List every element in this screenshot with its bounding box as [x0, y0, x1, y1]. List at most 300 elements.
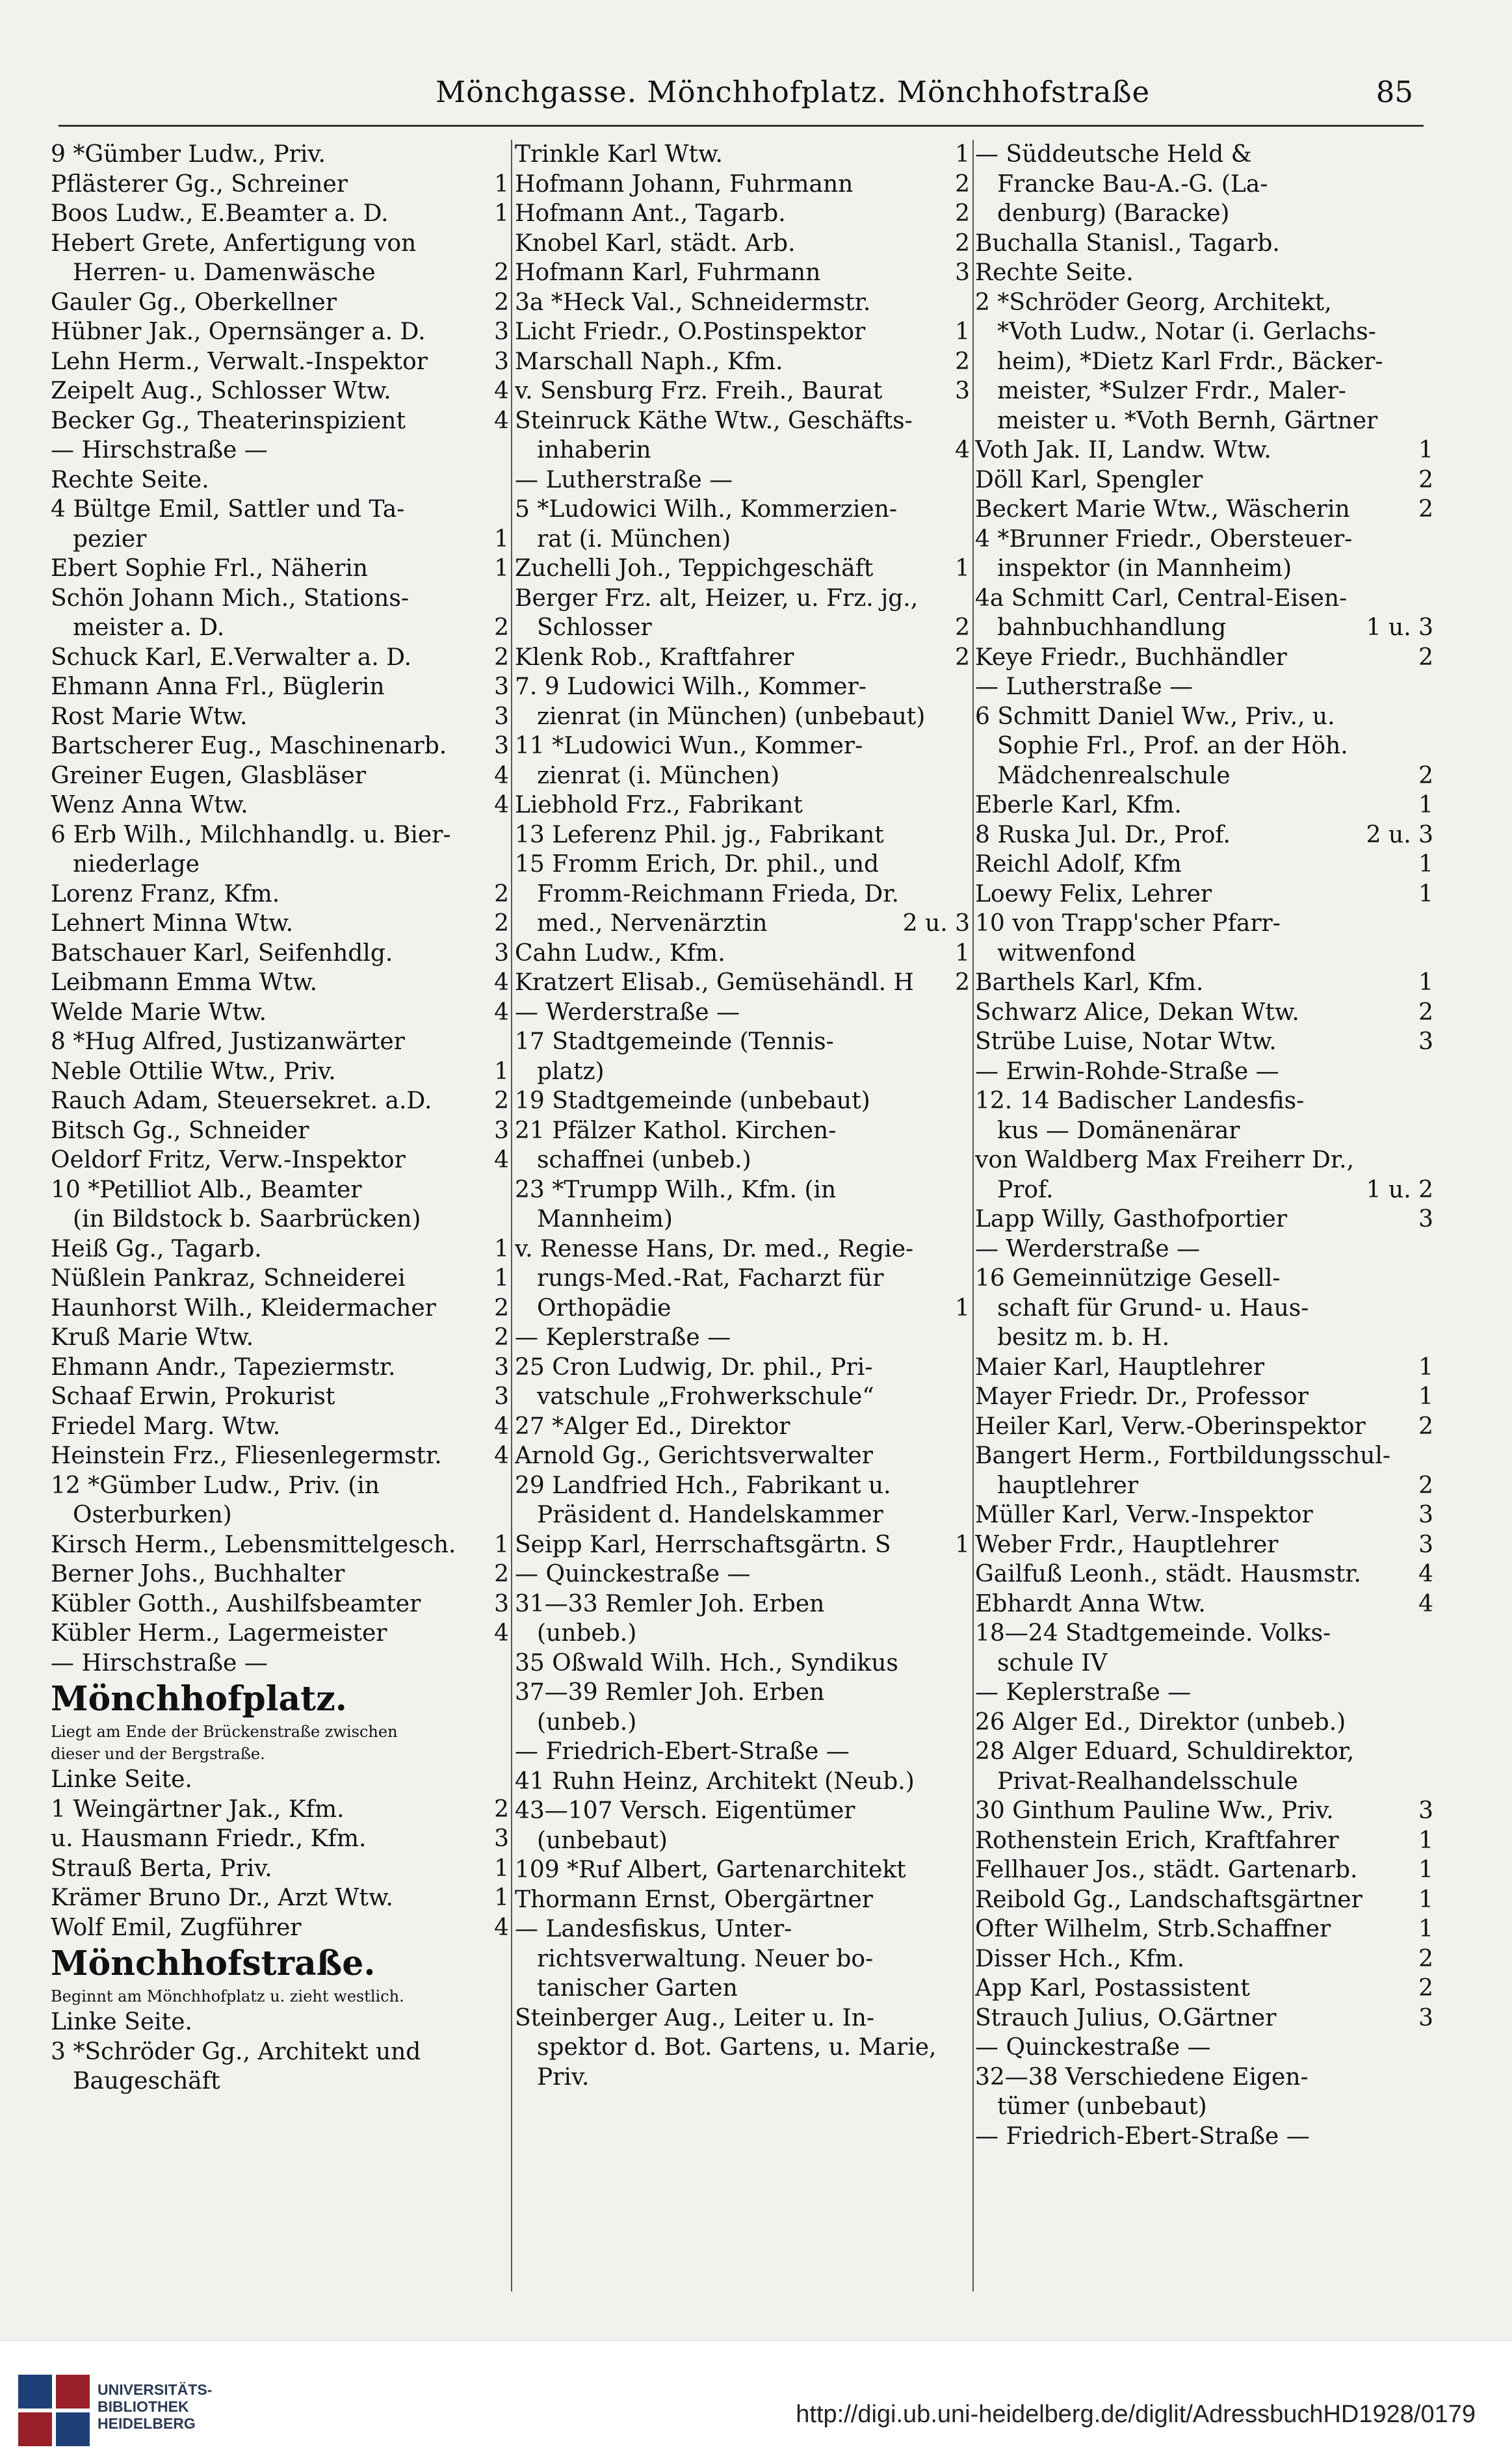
entry-text: — Keplerstraße —: [515, 1324, 731, 1351]
directory-entry: [975, 1560, 1433, 1589]
entry-text: (unbeb.): [537, 1620, 637, 1647]
entry-text: 26 Alger Ed., Direktor (unbeb.): [975, 1708, 1346, 1736]
entry-text: Kübler Gotth., Aushilfsbeamter: [51, 1590, 421, 1617]
entry-text: 3 *Schröder Gg., Architekt und: [51, 2038, 421, 2065]
directory-entry: [975, 554, 1433, 584]
floor-number: 2: [1418, 1945, 1433, 1972]
page-number: 85: [1375, 75, 1413, 109]
directory-entry: [975, 1145, 1433, 1175]
street-divider: [975, 1234, 1433, 1264]
floor-number: 1: [955, 319, 970, 345]
directory-entry: [51, 1057, 509, 1087]
entry-text: Gailfuß Leonh., städt. Hausmstr.: [975, 1561, 1361, 1587]
floor-number: 1: [494, 1235, 509, 1262]
entry-text: 30 Ginthum Pauline Ww., Priv.: [975, 1797, 1334, 1824]
entry-text: Hofmann Karl, Fuhrmann: [515, 259, 821, 286]
directory-entry: [515, 1175, 970, 1205]
directory-entry: [975, 2004, 1433, 2033]
entry-text: 4 *Brunner Friedr., Obersteuer-: [975, 525, 1353, 553]
entry-text: Cahn Ludw., Kfm.: [515, 939, 725, 967]
entry-text: Liegt am Ende der Brückenstraße zwischen: [51, 1723, 398, 1741]
entry-text: 21 Pfälzer Kathol. Kirchen-: [515, 1117, 837, 1144]
entry-text: 31—33 Remler Joh. Erben: [515, 1590, 825, 1617]
floor-number: 3: [1418, 2004, 1433, 2031]
entry-text: Becker Gg., Theaterinspizient: [51, 407, 406, 434]
directory-entry: [51, 1086, 509, 1116]
directory-entry: [515, 1264, 970, 1294]
entry-text: 16 Gemeinnützige Gesell-: [975, 1265, 1281, 1292]
floor-number: 3: [494, 703, 509, 730]
directory-entry: [975, 1382, 1433, 1412]
entry-text: 10 *Petilliot Alb., Beamter: [51, 1176, 362, 1203]
directory-entry: [51, 1294, 509, 1324]
directory-entry: [975, 1974, 1433, 2004]
entry-text: — Quinckestraße —: [515, 1561, 751, 1587]
entry-text: 1 Weingärtner Jak., Kfm.: [51, 1795, 345, 1823]
entry-text: Priv.: [537, 2063, 590, 2091]
floor-number: 3: [494, 1353, 509, 1381]
directory-entry: [515, 1678, 970, 1708]
entry-text: Zuchelli Joh., Teppichgeschäft: [515, 555, 874, 582]
directory-entry: [51, 376, 509, 406]
directory-entry: [975, 1500, 1433, 1530]
floor-number: 1: [494, 1265, 509, 1292]
directory-entry: [975, 702, 1433, 732]
entry-text: 8 *Hug Alfred, Justizanwärter: [51, 1028, 405, 1055]
entry-text: 109 *Ruf Albert, Gartenarchitekt: [515, 1857, 906, 1883]
entry-text: Prof.: [997, 1176, 1054, 1203]
entry-text: 35 Oßwald Wilh. Hch., Syndikus: [515, 1649, 898, 1677]
street-divider: [51, 1765, 509, 1795]
entry-text: Krämer Bruno Dr., Arzt Wtw.: [51, 1885, 393, 1911]
directory-entry: [975, 229, 1433, 259]
floor-number: 2: [494, 644, 509, 671]
directory-entry: [515, 554, 970, 584]
floor-number: 4: [1418, 1590, 1433, 1617]
entry-text: — Werderstraße —: [975, 1235, 1200, 1262]
entry-text: Linke Seite.: [51, 1766, 192, 1793]
entry-text: 12. 14 Badischer Landesfis-: [975, 1088, 1305, 1114]
entry-text: 6 Erb Wilh., Milchhandlg. u. Bier-: [51, 821, 451, 848]
directory-entry: [515, 820, 970, 850]
directory-entry: [975, 1944, 1433, 1974]
entry-text: Gauler Gg., Oberkellner: [51, 289, 337, 316]
directory-entry: [515, 672, 970, 702]
floor-number: 2: [1418, 1975, 1433, 2002]
section-heading: [51, 1942, 509, 1985]
directory-entry: [975, 1264, 1433, 1294]
floor-number: 2: [1418, 762, 1433, 789]
entry-text: — Hirschstraße —: [51, 437, 268, 463]
entry-text: heim), *Dietz Karl Frdr., Bäcker-: [997, 348, 1383, 375]
directory-entry: [51, 1116, 509, 1146]
entry-text: Rauch Adam, Steuersekret. a.D.: [51, 1088, 432, 1114]
directory-entry: [975, 998, 1433, 1028]
directory-entry: [515, 1767, 970, 1797]
directory-entry: [515, 1944, 970, 1974]
directory-entry: [51, 1145, 509, 1175]
entry-text: Bangert Herm., Fortbildungsschul-: [975, 1442, 1390, 1469]
directory-entry: [975, 1294, 1433, 1324]
directory-entry: [975, 1086, 1433, 1116]
entry-text: rungs-Med.-Rat, Facharzt für: [537, 1265, 884, 1292]
entry-text: Arnold Gg., Gerichtsverwalter: [515, 1442, 873, 1469]
directory-entry: [975, 1855, 1433, 1885]
directory-entry: [515, 140, 970, 170]
floor-number: 1: [955, 1531, 970, 1558]
entry-text: von Waldberg Max Freiherr Dr.,: [975, 1147, 1355, 1173]
directory-entry: [515, 1145, 970, 1175]
entry-text: pezier: [73, 525, 147, 553]
entry-text: Kruß Marie Wtw.: [51, 1324, 254, 1351]
entry-text: Steinberger Aug., Leiter u. In-: [515, 2004, 875, 2031]
street-divider: [515, 1737, 970, 1767]
floor-number: 3: [1418, 1797, 1433, 1824]
entry-text: Licht Friedr., O.Postinspektor: [515, 319, 866, 345]
floor-number: 1: [494, 1531, 509, 1558]
directory-entry: [975, 2092, 1433, 2122]
floor-number: 2: [1418, 466, 1433, 493]
floor-number: 2: [1418, 1413, 1433, 1440]
floor-number: 3: [494, 673, 509, 700]
entry-text: 25 Cron Ludwig, Dr. phil., Pri-: [515, 1353, 873, 1381]
directory-entry: [51, 968, 509, 998]
entry-text: Berger Frz. alt, Heizer, u. Frz. jg.,: [515, 584, 919, 612]
floor-number: 2: [494, 259, 509, 286]
entry-text: Orthopädie: [537, 1294, 671, 1322]
directory-entry: [51, 1913, 509, 1943]
directory-entry: [51, 1589, 509, 1619]
entry-text: Disser Hch., Kfm.: [975, 1945, 1185, 1972]
entry-text: Ebert Sophie Frl., Näherin: [51, 555, 368, 582]
floor-number: 4: [494, 378, 509, 404]
entry-text: 12 *Gümber Ludw., Priv. (in: [51, 1472, 380, 1499]
entry-text: zienrat (i. München): [537, 762, 780, 789]
entry-text: Kratzert Elisab., Gemüsehändl. H: [515, 969, 914, 996]
floor-number: 1: [494, 1058, 509, 1085]
section-heading: [51, 1678, 509, 1721]
floor-number: 1: [1418, 851, 1433, 878]
directory-entry: [515, 2004, 970, 2033]
directory-entry: [51, 199, 509, 229]
entry-text: Präsident d. Handelskammer: [537, 1502, 883, 1528]
entry-text: Neble Ottilie Wtw., Priv.: [51, 1058, 336, 1085]
entry-text: Buchalla Stanisl., Tagarb.: [975, 229, 1280, 257]
entry-text: 2 *Schröder Georg, Architekt,: [975, 289, 1332, 316]
floor-number: 3: [955, 378, 970, 404]
entry-text: (unbeb.): [537, 1708, 637, 1736]
floor-number: 2: [955, 348, 970, 375]
street-divider: [975, 2033, 1433, 2063]
floor-number: 2: [494, 1561, 509, 1587]
entry-text: Baugeschäft: [73, 2068, 220, 2095]
column-divider: [972, 140, 974, 2291]
directory-entry: [51, 2067, 509, 2096]
directory-entry: [975, 909, 1433, 939]
floor-number: 4: [494, 1413, 509, 1440]
entry-text: App Karl, Postassistent: [975, 1975, 1250, 2002]
directory-entry: [975, 1116, 1433, 1146]
directory-entry: [975, 584, 1433, 614]
directory-entry: [51, 170, 509, 200]
entry-text: — Lutherstraße —: [975, 673, 1193, 700]
directory-entry: [51, 613, 509, 643]
floor-number: 3: [1418, 1028, 1433, 1055]
entry-text: platz): [537, 1058, 605, 1085]
street-divider: [975, 1057, 1433, 1087]
directory-entry: [51, 761, 509, 791]
floor-number: 3: [494, 1383, 509, 1410]
source-url-link[interactable]: http://digi.ub.uni-heidelberg.de/diglit/AdressbuchHD1928/0179: [796, 2401, 1476, 2428]
floor-number: 3: [955, 259, 970, 286]
entry-text: Boos Ludw., E.Beamter a. D.: [51, 200, 389, 227]
entry-text: Strauch Julius, O.Gärtner: [975, 2004, 1277, 2031]
entry-text: Lehnert Minna Wtw.: [51, 910, 294, 937]
directory-entry: [515, 2033, 970, 2063]
entry-text: 15 Fromm Erich, Dr. phil., und: [515, 851, 880, 878]
directory-entry: [51, 2037, 509, 2067]
entry-text: Schuck Karl, E.Verwalter a. D.: [51, 644, 412, 671]
entry-text: Osterburken): [73, 1502, 232, 1528]
entry-text: Rothenstein Erich, Kraftfahrer: [975, 1827, 1339, 1854]
entry-text: schaffnei (unbeb.): [537, 1147, 751, 1173]
directory-entry: [975, 525, 1433, 555]
floor-number: 3: [494, 1825, 509, 1852]
entry-text: — Lutherstraße —: [515, 466, 733, 493]
entry-text: — Keplerstraße —: [975, 1679, 1192, 1706]
section-note: [51, 1721, 509, 1743]
entry-text: Thormann Ernst, Obergärtner: [515, 1886, 873, 1913]
directory-entry: [515, 1441, 970, 1471]
entry-text: Oeldorf Fritz, Verw.-Inspektor: [51, 1147, 406, 1173]
directory-entry: [51, 1175, 509, 1205]
directory-entry: [51, 1353, 509, 1383]
entry-text: Berner Johs., Buchhalter: [51, 1561, 345, 1587]
library-name-text: UNIVERSITÄTS- BIBLIOTHEK HEIDELBERG: [98, 2381, 213, 2432]
floor-number: 4: [955, 437, 970, 463]
directory-entry: [975, 1649, 1433, 1678]
section-note: [51, 1985, 509, 2007]
floor-number: 1: [955, 141, 970, 168]
entry-text: 13 Leferenz Phil. jg., Fabrikant: [515, 821, 884, 848]
floor-number: 4: [494, 407, 509, 434]
floor-number: 2: [1418, 496, 1433, 523]
directory-entry: [51, 1500, 509, 1530]
directory-entry: [975, 1441, 1433, 1471]
directory-entry: [515, 1530, 970, 1560]
entry-text: Rechte Seite.: [51, 466, 209, 493]
entry-text: — Friedrich-Ebert-Straße —: [515, 1738, 850, 1765]
entry-text: Privat-Realhandelsschule: [997, 1768, 1298, 1795]
floor-number: 4: [494, 1620, 509, 1647]
street-divider: [975, 1678, 1433, 1708]
floor-number: 1: [1418, 792, 1433, 818]
entry-text: 29 Landfried Hch., Fabrikant u.: [515, 1472, 891, 1499]
entry-text: Döll Karl, Spengler: [975, 466, 1203, 493]
library-logo-icon: [18, 2375, 91, 2447]
directory-entry: [515, 199, 970, 229]
directory-entry: [51, 1560, 509, 1589]
floor-number: 4: [494, 762, 509, 789]
street-divider: [975, 672, 1433, 702]
floor-number: 1 u. 2: [1366, 1176, 1433, 1203]
entry-text: Eberle Karl, Kfm.: [975, 792, 1182, 818]
entry-text: Kirsch Herm., Lebensmittelgesch.: [51, 1531, 456, 1558]
directory-entry: [515, 968, 970, 998]
floor-number: 1: [1418, 1827, 1433, 1854]
footer-bar: [0, 2340, 1512, 2454]
street-divider: [975, 258, 1433, 288]
entry-text: inhaberin: [537, 437, 651, 463]
entry-text: Ebhardt Anna Wtw.: [975, 1590, 1206, 1617]
directory-entry: [975, 199, 1433, 229]
directory-entry: [51, 1027, 509, 1057]
entry-text: — Werderstraße —: [515, 999, 740, 1026]
entry-text: 10 von Trapp'scher Pfarr-: [975, 910, 1281, 937]
directory-entry: [515, 170, 970, 200]
directory-entry: [515, 850, 970, 880]
directory-entry: [51, 850, 509, 880]
entry-text: 9 *Gümber Ludw., Priv.: [51, 141, 326, 168]
floor-number: 1 u. 3: [1366, 614, 1433, 641]
entry-text: Francke Bau-A.-G. (La-: [997, 170, 1268, 198]
directory-entry: [515, 643, 970, 673]
directory-entry: [51, 1323, 509, 1353]
directory-entry: [515, 1294, 970, 1324]
directory-entry: [51, 1382, 509, 1412]
directory-entry: [975, 1708, 1433, 1738]
directory-entry: [51, 317, 509, 347]
floor-number: 2: [1418, 644, 1433, 671]
floor-number: 1: [955, 939, 970, 967]
floor-number: 2: [494, 1294, 509, 1322]
entry-text: med., Nervenärztin: [537, 910, 768, 937]
street-divider: [515, 1560, 970, 1589]
entry-text: Schaaf Erwin, Prokurist: [51, 1383, 335, 1410]
entry-text: Reichl Adolf, Kfm: [975, 851, 1182, 878]
floor-number: 2: [494, 880, 509, 907]
entry-text: kus — Domänenärar: [997, 1117, 1240, 1144]
directory-entry: [975, 1885, 1433, 1915]
floor-number: 3: [1418, 1502, 1433, 1528]
floor-number: 1: [494, 555, 509, 582]
entry-text: Leibmann Emma Wtw.: [51, 969, 318, 996]
entry-text: Nüßlein Pankraz, Schneiderei: [51, 1265, 406, 1292]
entry-text: — Süddeutsche Held &: [975, 141, 1252, 168]
directory-entry: [51, 939, 509, 969]
entry-text: tanischer Garten: [537, 1975, 738, 2002]
entry-text: inspektor (in Mannheim): [997, 555, 1292, 582]
directory-entry: [515, 1057, 970, 1087]
entry-text: Strübe Luise, Notar Wtw.: [975, 1028, 1277, 1055]
directory-entry: [515, 1855, 970, 1885]
entry-text: Herren- u. Damenwäsche: [73, 259, 376, 286]
directory-entry: [515, 731, 970, 761]
directory-entry: [515, 1500, 970, 1530]
directory-entry: [51, 731, 509, 761]
directory-entry: [515, 790, 970, 820]
entry-text: meister, *Sulzer Frdr., Maler-: [997, 378, 1346, 404]
directory-entry: [515, 761, 970, 791]
entry-text: Linke Seite.: [51, 2009, 192, 2035]
directory-entry: [975, 790, 1433, 820]
entry-text: 11 *Ludowici Wun., Kommer-: [515, 733, 863, 759]
floor-number: 4: [494, 1147, 509, 1173]
floor-number: 2: [494, 910, 509, 937]
directory-entry: [515, 1708, 970, 1738]
entry-text: Kübler Herm., Lagermeister: [51, 1620, 387, 1647]
column-right: [975, 140, 1433, 2151]
directory-entry: [51, 1619, 509, 1649]
street-divider: [975, 2122, 1433, 2152]
entry-text: Rechte Seite.: [975, 259, 1134, 286]
entry-text: Beckert Marie Wtw., Wäscherin: [975, 496, 1350, 523]
directory-entry: [515, 1205, 970, 1234]
directory-entry: [515, 525, 970, 555]
entry-text: meister a. D.: [73, 614, 225, 641]
entry-text: Hofmann Johann, Fuhrmann: [515, 170, 854, 198]
entry-text: Steinruck Käthe Wtw., Geschäfts-: [515, 407, 913, 434]
entry-text: Keye Friedr., Buchhändler: [975, 644, 1287, 671]
entry-text: — Erwin-Rohde-Straße —: [975, 1058, 1279, 1085]
directory-entry: [51, 820, 509, 850]
street-divider: [51, 436, 509, 465]
directory-entry: [515, 258, 970, 288]
entry-text: — Landesfiskus, Unter-: [515, 1916, 792, 1942]
directory-entry: [515, 1027, 970, 1057]
floor-number: 1: [1418, 1383, 1433, 1410]
directory-entry: [975, 1767, 1433, 1797]
directory-entry: [515, 1086, 970, 1116]
floor-number: 2: [494, 1324, 509, 1351]
entry-text: Beginnt am Mönchhofplatz u. zieht westlich.: [51, 1987, 404, 2005]
directory-entry: [975, 1353, 1433, 1383]
floor-number: 4: [494, 1442, 509, 1469]
page-title: Mönchgasse. Mönchhofplatz. Mönchhofstraße: [436, 75, 1151, 109]
floor-number: 2: [1418, 1472, 1433, 1499]
directory-entry: [51, 909, 509, 939]
column-middle: [515, 140, 970, 2092]
floor-number: 3: [494, 733, 509, 759]
directory-entry: [515, 1116, 970, 1146]
directory-entry: [51, 643, 509, 673]
directory-entry: [51, 584, 509, 614]
floor-number: 2: [955, 614, 970, 641]
entry-text: Mönchhofstraße.: [51, 1944, 376, 1983]
floor-number: 2: [494, 614, 509, 641]
directory-entry: [975, 170, 1433, 200]
floor-number: 2: [494, 289, 509, 316]
entry-text: Ehmann Andr., Tapeziermstr.: [51, 1353, 396, 1381]
directory-entry: [51, 1205, 509, 1234]
directory-entry: [515, 495, 970, 525]
entry-text: Loewy Felix, Lehrer: [975, 880, 1212, 907]
entry-text: Haunhorst Wilh., Kleidermacher: [51, 1294, 436, 1322]
directory-entry: [975, 1323, 1433, 1353]
directory-entry: [975, 731, 1433, 761]
floor-number: 1: [1418, 437, 1433, 463]
directory-entry: [975, 2063, 1433, 2093]
directory-entry: [515, 436, 970, 465]
entry-text: 3a *Heck Val., Schneidermstr.: [515, 289, 871, 316]
directory-entry: [515, 229, 970, 259]
entry-text: Barthels Karl, Kfm.: [975, 969, 1204, 996]
entry-text: tümer (unbebaut): [997, 2093, 1207, 2120]
directory-entry: [975, 1175, 1433, 1205]
entry-text: Schön Johann Mich., Stations-: [51, 584, 410, 612]
entry-text: Pflästerer Gg., Schreiner: [51, 170, 348, 198]
directory-entry: [975, 1205, 1433, 1234]
